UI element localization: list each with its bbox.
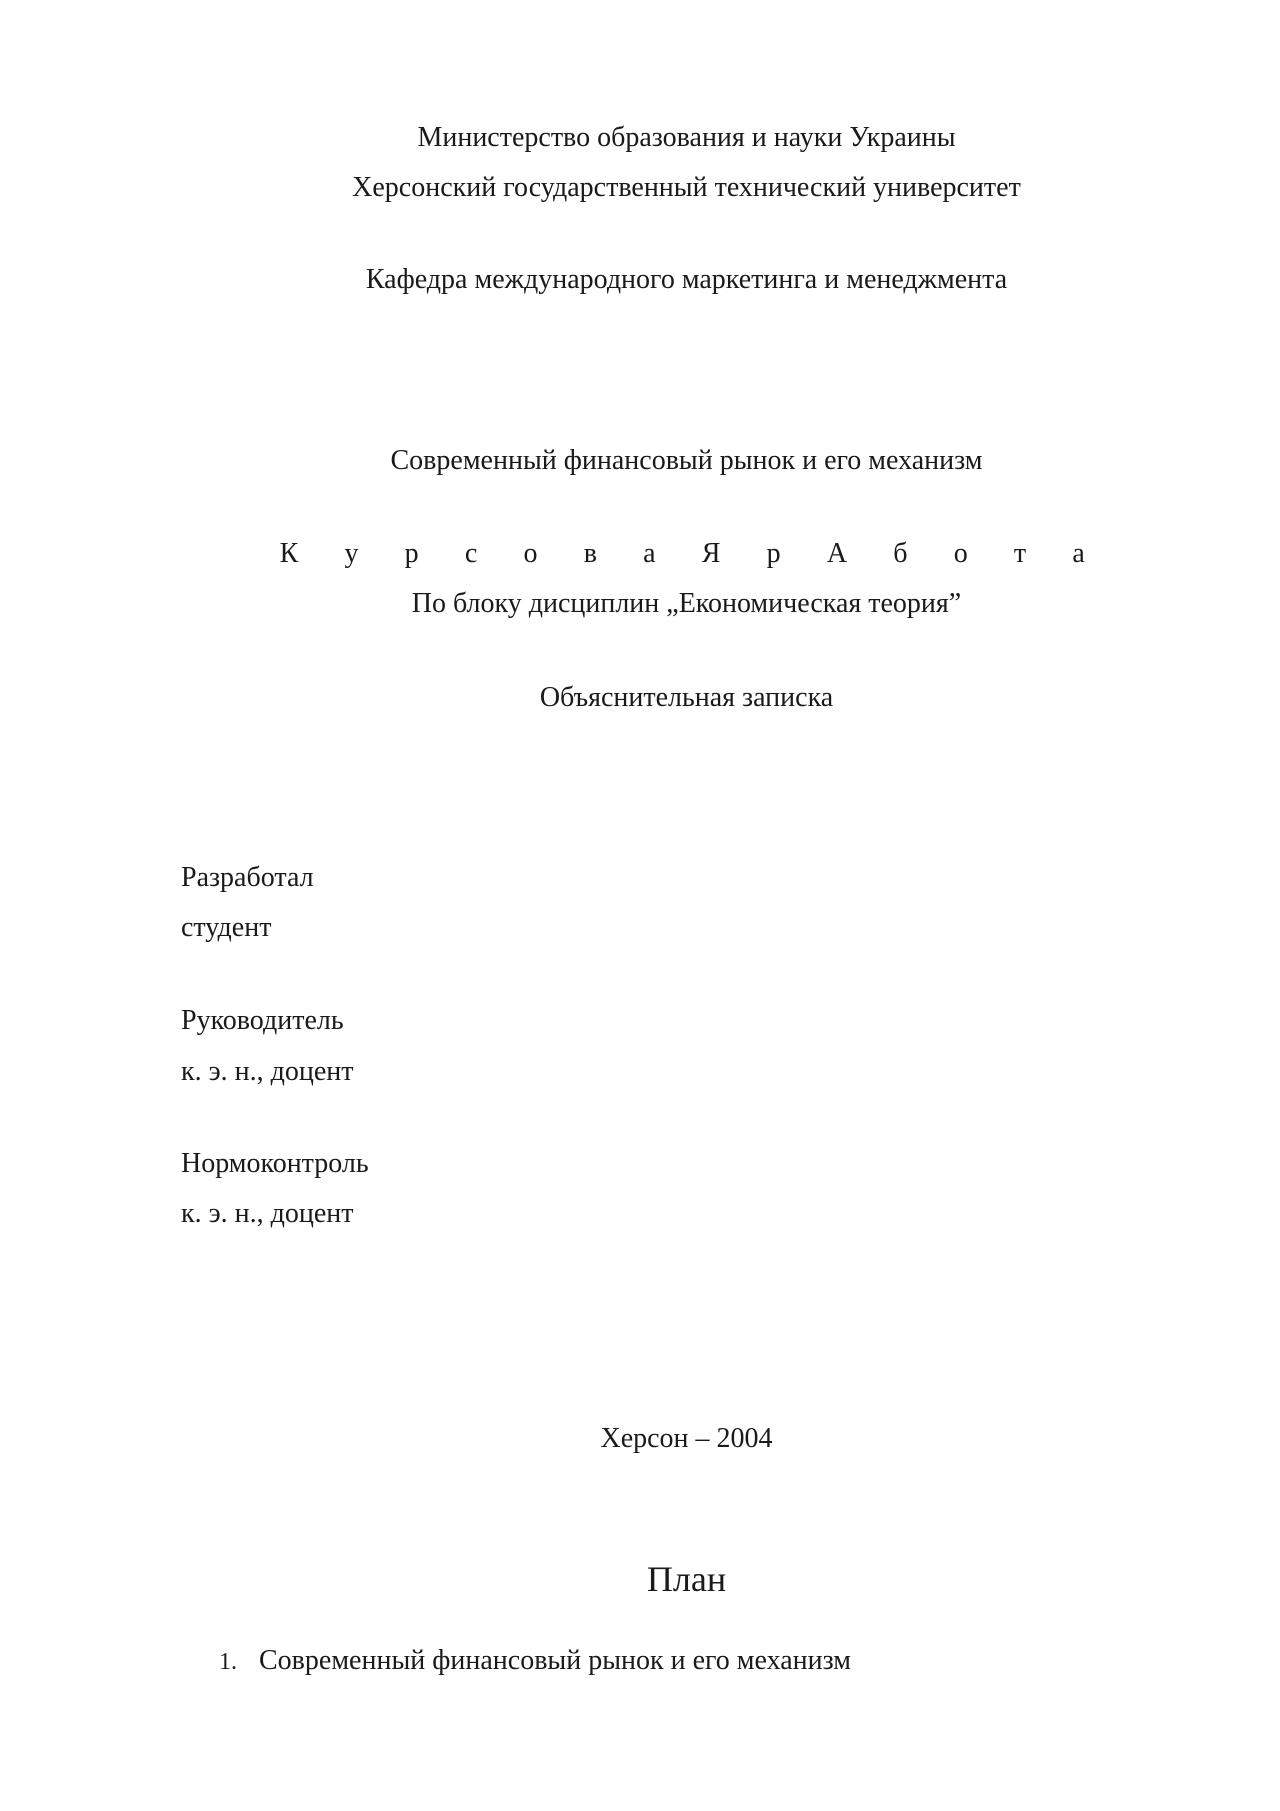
document-kind-line: Объяснительная записка <box>539 682 834 713</box>
normcontrol-role: к. э. н., доцент <box>181 1198 354 1229</box>
city-year-line: Херсон – 2004 <box>600 1423 773 1454</box>
plan-item-text: Современный финансовый рынок и его механизм <box>259 1645 851 1676</box>
topic-line: Современный финансовый рынок и его механизм <box>390 445 983 476</box>
discipline-line: По блоку дисциплин „Економическая теория” <box>411 588 962 619</box>
supervisor-role: к. э. н., доцент <box>181 1056 354 1087</box>
department-line: Кафедра международного маркетинга и менеджмента <box>365 264 1008 295</box>
supervisor-label: Руководитель <box>181 1005 344 1036</box>
normcontrol-label: Нормоконтроль <box>181 1148 369 1179</box>
plan-list-item <box>219 1644 851 1679</box>
developed-role: студент <box>181 912 272 943</box>
ministry-line: Министерство образования и науки Украины <box>417 122 956 153</box>
plan-title: План <box>646 1559 727 1599</box>
developed-label: Разработал <box>181 862 314 893</box>
work-type-line: К у р с о в а Я р А б о т а <box>279 538 1094 569</box>
plan-item-number: 1. <box>219 1649 237 1675</box>
university-line: Херсонский государственный технический университет <box>352 172 1021 203</box>
